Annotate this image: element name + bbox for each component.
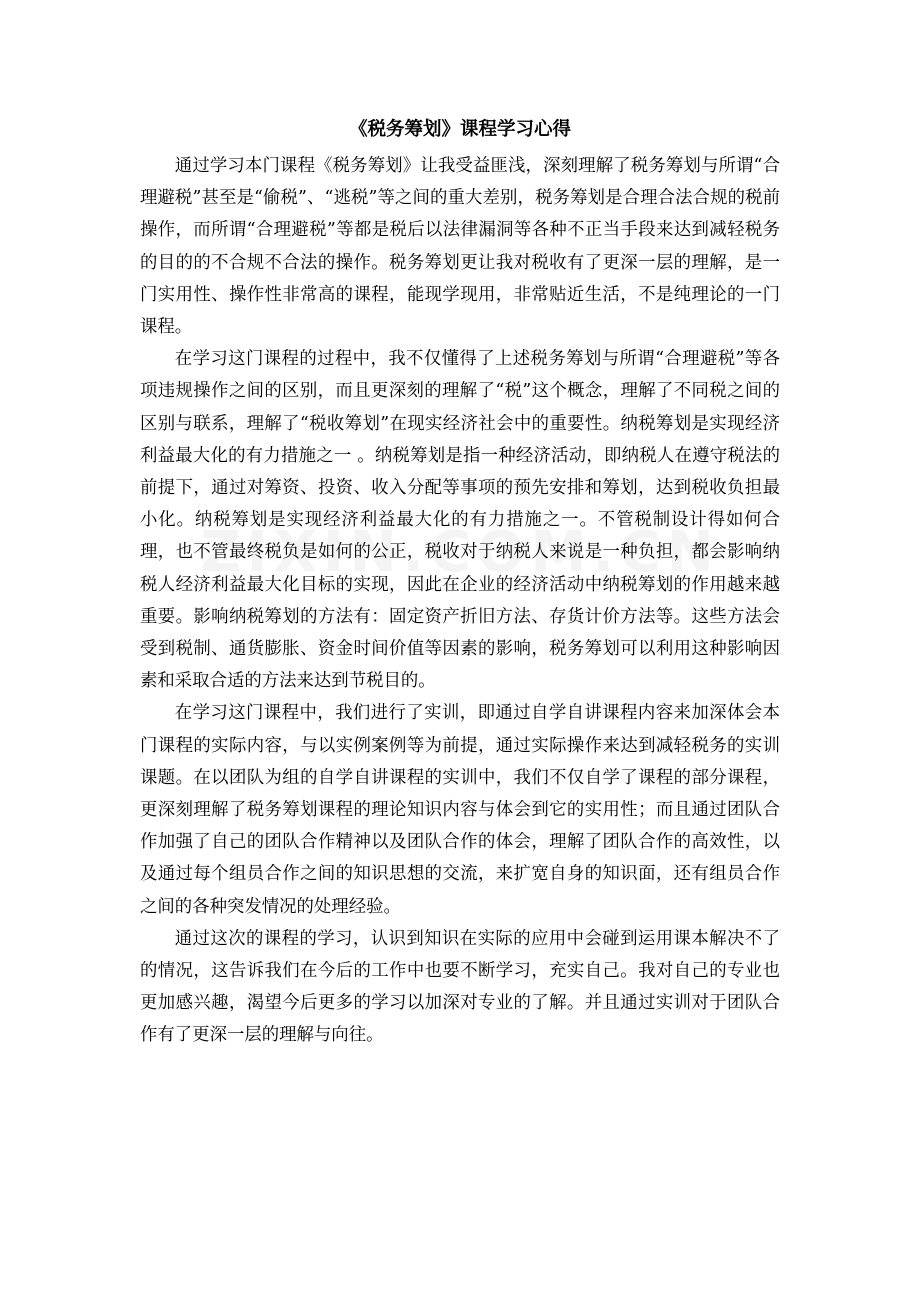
- paragraph-2: 在学习这门课程的过程中，我不仅懂得了上述税务筹划与所谓“合理避税”等各项违规操作之间的区别，而且更深刻的理解了“税”这个概念，理解了不同税之间的区别与联系，理解了“税收筹划”在现实经济社会中的重要性。纳税筹划是实现经济利益最大化的有力措施之一 。纳税筹划是指一种经济活动，即纳税人在遵守税法的前提下，通过对筹资、投资、收入分配等事项的预先安排和筹划，达到税收负担最小化。纳税筹划是实现经济利益最大化的有力措施之一。不管税制设计得如何合理，也不管最终税负是如何的公正，税收对于纳税人来说是一种负担，都会影响纳税人经济利益最大化目标的实现，因此在企业的经济活动中纳税筹划的作用越来越重要。影响纳税筹划的方法有：固定资产折旧方法、存货计价方法等。这些方法会受到税制、通货膨胀、资金时间价值等因素的影响，税务筹划可以利用这种影响因素和采取合适的方法来达到节税目的。: [140, 349, 780, 692]
- paragraph-3: 在学习这门课程中，我们进行了实训，即通过自学自讲课程内容来加深体会本门课程的实际内容，与以实例案例等为前提，通过实际操作来达到减轻税务的实训课题。在以团队为组的自学自讲课程的实训中，我们不仅自学了课程的部分课程，更深刻理解了税务筹划课程的理论知识内容与体会到它的实用性；而且通过团队合作加强了自己的团队合作精神以及团队合作的体会，理解了团队合作的高效性，以及通过每个组员合作之间的知识思想的交流，来扩宽自身的知识面，还有组员合作之间的各种突发情况的处理经验。: [140, 703, 780, 917]
- document-title: 《税务筹划》课程学习心得: [348, 119, 571, 140]
- document-body: [140, 150, 780, 1052]
- paragraph-4: 通过这次的课程的学习，认识到知识在实际的应用中会碰到运用课本解决不了的情况，这告诉我们在今后的工作中也要不断学习，充实自己。我对自己的专业也更加感兴趣，渴望今后更多的学习以加深对专业的了解。并且通过实训对于团队合作有了更深一层的理解与向往。: [140, 928, 780, 1046]
- paragraph-1: 通过学习本门课程《税务筹划》让我受益匪浅，深刻理解了税务筹划与所谓“合理避税”甚至是“偷税”、“逃税”等之间的重大差别，税务筹划是合理合法合规的税前操作，而所谓“合理避税”等都是税后以法律漏洞等各种不正当手段来达到减轻税务的目的的不合规不合法的操作。税务筹划更让我对税收有了更深一层的理解，是一门实用性、操作性非常高的课程，能现学现用，非常贴近生活，不是纯理论的一门课程。: [140, 156, 780, 338]
